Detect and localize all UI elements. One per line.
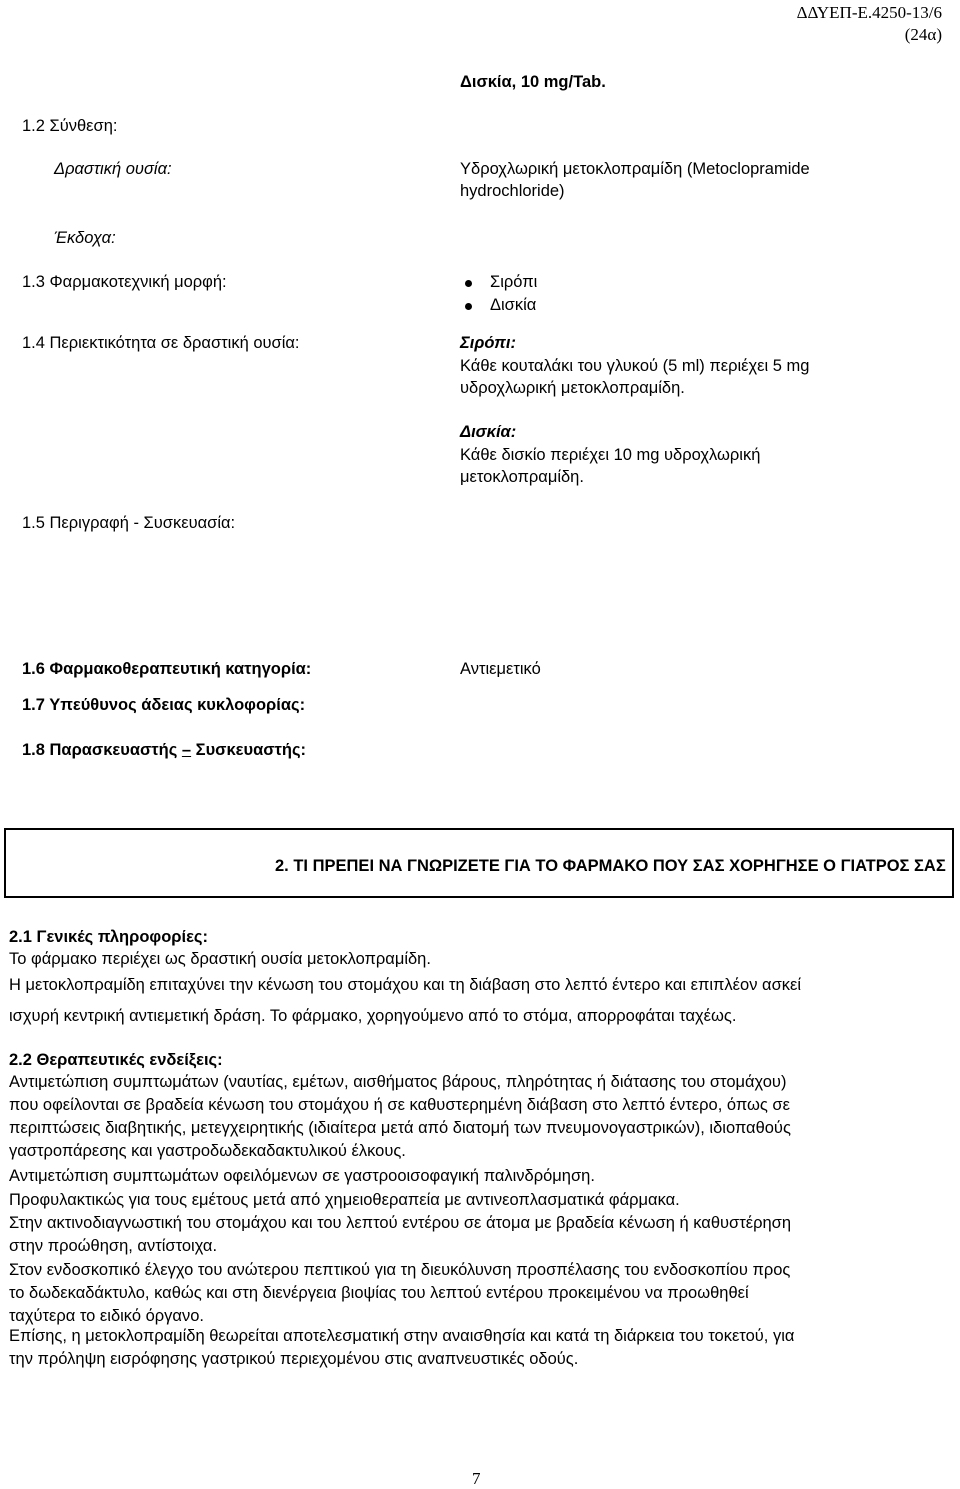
tablet-strength-line-cont: μετοκλοπραμίδη.	[460, 468, 584, 486]
indications-line: που οφείλονται σε βραδεία κένωση του στομάχου ή σε καθυστερημένη διάβαση στο λεπτό έντερο, όπως σε	[9, 1096, 790, 1114]
syrup-strength-line-cont: υδροχλωρική μετοκλοπραμίδη.	[460, 379, 685, 397]
indications-line: ταχύτερα το ειδικό όργανο.	[9, 1307, 204, 1325]
indications-line: Προφυλακτικώς για τους εμέτους μετά από χημειοθεραπεία με αντινεοπλασματικά φάρμακα.	[9, 1191, 680, 1209]
indications-line: περιπτώσεις διαβητικής, μετεγχειρητικής (ιδιαίτερα μετά από διατομή των πνευμονογαστρικών), ιδιοπαθούς	[9, 1119, 791, 1137]
indications-line: στην προώθηση, αντίστοιχα.	[9, 1237, 218, 1255]
tablet-strength-title: Δισκία:	[460, 423, 517, 441]
section-1-8-heading	[22, 740, 306, 761]
form-item-syrup: Σιρόπι	[490, 273, 538, 291]
general-info-line: Το φάρμακο περιέχει ως δραστική ουσία μετοκλοπραμίδη.	[9, 950, 431, 968]
section-1-3-heading: 1.3 Φαρμακοτεχνική μορφή:	[22, 273, 227, 291]
syrup-strength-line: Κάθε κουταλάκι του γλυκού (5 ml) περιέχει 5 mg	[460, 357, 810, 375]
section-1-5-heading: 1.5 Περιγραφή - Συσκευασία:	[22, 514, 236, 532]
active-substance-value: Υδροχλωρική μετοκλοπραμίδη (Metoclopramide	[460, 160, 810, 178]
section-1-6-heading: 1.6 Φαρμακοθεραπευτική κατηγορία:	[22, 660, 312, 678]
section-1-2-heading: 1.2 Σύνθεση:	[22, 117, 118, 135]
excipients-label: Έκδοχα:	[54, 229, 116, 247]
indications-line: το δωδεκαδάκτυλο, καθώς και στη διενέργεια βιοψίας του λεπτού εντέρου προκειμένου να προωθηθεί	[9, 1284, 749, 1302]
tablet-strength-line: Κάθε δισκίο περιέχει 10 mg υδροχλωρική	[460, 446, 761, 464]
bullet-icon	[465, 303, 472, 310]
indications-line: την πρόληψη εισρόφησης γαστρικού περιεχομένου στις αναπνευστικές οδούς.	[9, 1350, 579, 1368]
pharmacotherapeutic-category-value: Αντιεμετικό	[460, 660, 541, 678]
general-info-line: Η μετοκλοπραμίδη επιταχύνει την κένωση του στομάχου και τη διάβαση στο λεπτό έντερο και επιπλέον ασκεί	[9, 976, 802, 994]
active-substance-label: Δραστική ουσία:	[54, 160, 172, 178]
general-info-line: ισχυρή κεντρική αντιεμετική δράση. Το φάρμακο, χορηγούμενο από το στόμα, απορροφάται ταχέως.	[9, 1007, 737, 1025]
document-code: ΔΔΥΕΠ-Ε.4250-13/6	[796, 3, 942, 22]
indications-line: Στον ενδοσκοπικό έλεγχο του ανώτερου πεπτικού για τη διευκόλυνση προσπέλασης του ενδοσκοπίου προς	[9, 1261, 791, 1279]
syrup-strength-title: Σιρόπι:	[460, 334, 516, 352]
indications-line: Αντιμετώπιση συμπτωμάτων (ναυτίας, εμέτων, αισθήματος βάρους, πληρότητας ή διάτασης του στομάχου)	[9, 1073, 787, 1091]
section-1-8-heading-prefix: 1.8 Παρασκευαστής	[22, 741, 182, 759]
indications-line: Στην ακτινοδιαγνωστική του στομάχου και του λεπτού εντέρου σε άτομα με βραδεία κένωση ή καθυστέρηση	[9, 1214, 792, 1232]
form-strength-title: Δισκία, 10 mg/Tab.	[460, 73, 606, 91]
page-number: 7	[472, 1469, 481, 1488]
section-2-2-heading: 2.2 Θεραπευτικές ενδείξεις:	[9, 1051, 223, 1069]
active-substance-value-cont: hydrochloride)	[460, 182, 565, 200]
section-1-7-heading: 1.7 Υπεύθυνος άδειας κυκλοφορίας:	[22, 696, 306, 714]
indications-line: Επίσης, η μετοκλοπραμίδη θεωρείται αποτελεσματική στην αναισθησία και κατά τη διάρκεια του τοκετού, για	[9, 1327, 795, 1345]
section-2-heading: 2. ΤΙ ΠΡΕΠΕΙ ΝΑ ΓΝΩΡΙΖΕΤΕ ΓΙΑ ΤΟ ΦΑΡΜΑΚΟ ΠΟΥ ΣΑΣ ΧΟΡΗΓΗΣΕ Ο ΓΙΑΤΡΟΣ ΣΑΣ	[275, 857, 946, 875]
section-1-8-heading-suffix: Συσκευαστής:	[191, 741, 307, 759]
form-item-tablets: Δισκία	[490, 296, 537, 314]
section-1-4-heading: 1.4 Περιεκτικότητα σε δραστική ουσία:	[22, 334, 300, 352]
indications-line: γαστροπάρεσης και γαστροδωδεκαδακτυλικού έλκους.	[9, 1142, 406, 1160]
indications-line: Αντιμετώπιση συμπτωμάτων οφειλόμενων σε γαστροοισοφαγική παλινδρόμηση.	[9, 1167, 595, 1185]
document-code-suffix: (24α)	[904, 25, 942, 44]
section-1-8-heading-dash: –	[181, 741, 192, 759]
bullet-icon	[465, 280, 472, 287]
section-2-1-heading: 2.1 Γενικές πληροφορίες:	[9, 928, 208, 946]
